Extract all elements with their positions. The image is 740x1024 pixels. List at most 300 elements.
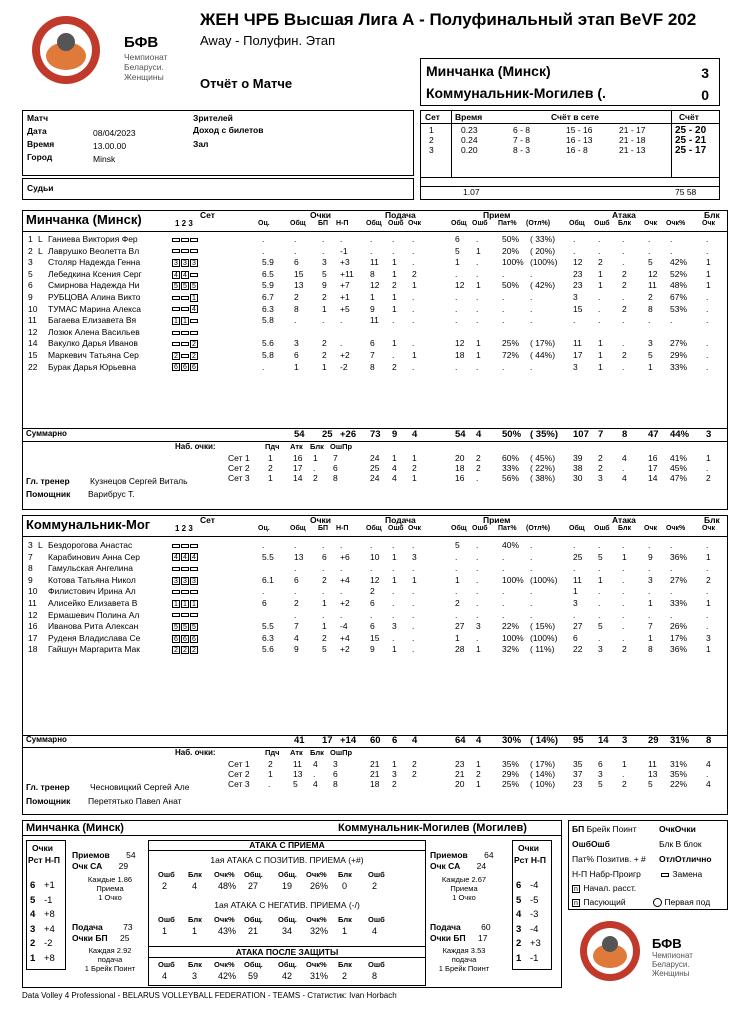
stat-wl: . (340, 586, 343, 597)
stat-tot: 6 (294, 257, 299, 268)
att-val: 4 (192, 881, 198, 891)
nab-rec: 2 (476, 463, 481, 473)
stat-bk: 1 (706, 268, 711, 279)
stat-re: . (476, 632, 479, 643)
stat-sp: . (412, 632, 415, 643)
t1-rec-block: Приемов 54 Очк СА 29 (72, 850, 136, 871)
stat-ab: . (622, 598, 625, 608)
nab-att: 23 (573, 779, 583, 789)
set-partial: 8 - 3 (513, 145, 531, 155)
nab-rec: 56% (502, 473, 520, 483)
nab-val: 14 (293, 473, 303, 483)
position-box (172, 249, 180, 253)
nab-att: 37 (573, 769, 583, 779)
att-head: Ошб (158, 915, 175, 924)
set-time: 0.24 (461, 135, 478, 145)
stat-ab: . (622, 574, 625, 585)
stat-re: . (476, 586, 479, 597)
att-val: 1 (162, 926, 168, 936)
player-name: Котова Татьяна Никол (48, 574, 136, 585)
stat-bk: . (706, 338, 709, 349)
team2-assist: Перетятько Павел Анат (88, 796, 182, 806)
stat-ap: 1 (648, 632, 653, 643)
stat-at: . (573, 234, 576, 244)
col-head: Блк (618, 525, 631, 532)
stat-rx: . (530, 540, 533, 550)
stat-re: . (476, 303, 479, 314)
stat-at: 11 (573, 574, 582, 585)
stat-rx: ( 44%) (530, 350, 556, 360)
nab-att: 2 (706, 473, 711, 483)
stat-wl: +4 (340, 574, 350, 585)
logo-subtitle-bottom: Чемпионат Беларуси. Женщины (652, 951, 693, 978)
nab-att: 2 (622, 779, 627, 789)
stat-v: 5.9 (262, 280, 274, 291)
player-number: 2 (28, 245, 33, 256)
player-name: Смирнова Надежда Ни (48, 280, 140, 291)
referees-label: Судьи (27, 183, 54, 193)
stat-ab: . (622, 621, 625, 632)
nab-rec: 1 (476, 759, 481, 769)
stat-re: 1 (476, 245, 481, 256)
match-info (22, 110, 414, 176)
stat-re: 1 (476, 338, 481, 349)
stat-se: . (392, 609, 395, 620)
stat-bk: . (706, 245, 709, 256)
stat-ae: . (598, 315, 601, 326)
stat-rx: . (530, 315, 533, 326)
nab-att: 3 (598, 473, 603, 483)
stat-wl: +2 (340, 644, 350, 655)
stat-re: 1 (476, 644, 481, 655)
set-positions (172, 633, 199, 643)
position-box: 2 (172, 646, 180, 654)
att-val: 1 (192, 926, 198, 936)
nab-serve: 1 (412, 473, 417, 483)
col-head: Очк (408, 220, 422, 227)
position-box: 4 (181, 553, 189, 561)
stat-sp: . (412, 586, 415, 597)
stat-apc: . (670, 586, 673, 597)
stat-se: 1 (392, 551, 397, 562)
t1-rot-label: Очки (32, 843, 54, 853)
stat-bk: 1 (706, 257, 711, 268)
col-points: Очки (310, 515, 332, 525)
stat-rp: . (502, 586, 505, 597)
stat-re: 1 (476, 280, 481, 291)
set-positions (172, 362, 199, 372)
team1-assist-label: Помощник (26, 489, 71, 499)
stat-ae: 5 (598, 621, 603, 632)
rot-pos: 4 (516, 909, 522, 920)
stat-apc: . (670, 563, 673, 574)
stat-st: 1 (370, 292, 375, 302)
stat-bp: 2 (322, 574, 327, 585)
player-number: 15 (28, 350, 38, 360)
position-box: 3 (172, 577, 180, 585)
nab-val: 1 (268, 453, 273, 463)
rot-pos: 6 (516, 880, 522, 891)
stat-ae: 1 (598, 574, 603, 585)
stat-bk: 1 (706, 551, 711, 562)
stat-st: . (370, 234, 373, 244)
stat-ae: 1 (598, 338, 603, 349)
stat-rt: 27 (455, 621, 465, 632)
stat-wl: +2 (340, 350, 350, 360)
stat-v: 6.3 (262, 303, 274, 314)
stat-tot: . (294, 234, 297, 244)
nab-serve: 4 (392, 463, 397, 473)
stat-wl: -4 (340, 621, 348, 632)
att-head: Очк% (214, 870, 235, 879)
col-head: Общ (366, 525, 382, 532)
nab-serve: 18 (370, 779, 380, 789)
time-label: Время (27, 139, 55, 149)
stat-ab: . (622, 586, 625, 597)
position-box: 6 (172, 635, 180, 643)
stat-bk: 1 (706, 280, 711, 291)
stat-ae: 1 (598, 280, 603, 291)
att-val: 26% (310, 881, 329, 891)
position-box (172, 544, 180, 548)
stat-rx: (100%) (530, 574, 558, 585)
legend-blk: Блк В блок (659, 839, 702, 849)
att-head: Блк (188, 915, 202, 924)
legend-np: Н-П Набр-Проигр (572, 869, 641, 879)
team1-coach: Кузнецов Сергей Виталь (90, 476, 188, 486)
att-head: Очк% (306, 915, 327, 924)
stat-rp: 25% (502, 338, 520, 349)
stat-se: . (392, 632, 395, 643)
stat-se: 1 (392, 268, 397, 279)
att-val: 0 (342, 881, 348, 891)
stat-ab: . (622, 632, 625, 643)
stat-rt: . (455, 609, 458, 620)
nab-rec: ( 45%) (530, 453, 556, 463)
stat-ap: 5 (648, 350, 653, 360)
stat-apc: . (670, 609, 673, 620)
position-box (190, 238, 198, 242)
stat-se: 1 (392, 574, 397, 585)
position-box: 4 (181, 271, 189, 279)
player-number: 8 (28, 563, 33, 574)
sum-sp: 4 (412, 429, 418, 440)
sum-rp: 30% (502, 735, 522, 746)
nab-set: Сет 1 (228, 453, 250, 463)
stat-rx: ( 42%) (530, 280, 556, 291)
stat-rt: 1 (455, 574, 460, 585)
nab-label: Наб. очки: (175, 442, 216, 451)
position-box (172, 590, 180, 594)
position-box: 2 (190, 646, 198, 654)
stat-bp: 2 (322, 292, 327, 302)
t1-rot-head: Рст Н-П (28, 855, 60, 865)
t2-rot-head: Рст Н-П (514, 855, 546, 865)
player-name: Гамульская Ангелина (48, 563, 133, 574)
set-total: 25 - 20 (675, 125, 707, 136)
stat-apc: 27% (670, 338, 688, 349)
stat-bp: 1 (322, 361, 327, 372)
rot-pos: 3 (30, 923, 36, 935)
nab-serve: 2 (412, 769, 417, 779)
att-val: 2 (342, 971, 348, 981)
sum-ae: 14 (598, 735, 609, 746)
player-name: Руденя Владислава Се (48, 632, 141, 643)
col-head: Ошб (472, 525, 488, 532)
sum-st: 60 (370, 735, 381, 746)
stat-apc: . (670, 540, 673, 550)
position-box: 5 (172, 623, 180, 631)
player-number: 12 (28, 609, 38, 620)
col-attack: Атака (612, 210, 636, 220)
stat-bk: . (706, 621, 709, 632)
nab-att: 1 (706, 453, 711, 463)
stat-tot: 1 (294, 361, 299, 372)
stat-se: 1 (392, 303, 397, 314)
stat-sp: . (412, 245, 415, 256)
stat-bp: 5 (322, 644, 327, 655)
player-number: 7 (28, 551, 33, 562)
stat-bp: . (322, 315, 325, 326)
stat-ab: 2 (622, 280, 627, 291)
position-box (181, 544, 189, 548)
position-box (172, 307, 180, 311)
stat-tot: 4 (294, 632, 299, 643)
bottom-team1: Минчанка (Минск) (26, 822, 124, 834)
stat-at: . (573, 245, 576, 256)
col-head: Пат% (498, 525, 517, 532)
player-name: Багаева Елизавета Вя (48, 315, 137, 326)
stat-rt: . (455, 292, 458, 302)
position-box: 6 (190, 635, 198, 643)
stat-bk: . (706, 540, 709, 550)
stat-rp: . (502, 292, 505, 302)
nab-val: 4 (313, 759, 318, 769)
stat-wl: +3 (340, 257, 350, 268)
col-head: Общ (451, 525, 467, 532)
stat-apc: 42% (670, 257, 688, 268)
col-head: Общ (290, 525, 306, 532)
stat-rp: 100% (502, 257, 524, 268)
stat-at: 3 (573, 361, 578, 372)
city-label: Город (27, 152, 53, 162)
stat-at: 15 (573, 303, 583, 314)
sum-rx: ( 35%) (530, 429, 558, 440)
sets-h-total: Счёт (679, 112, 699, 122)
nab-rec: 21 (455, 769, 465, 779)
stat-at: . (573, 540, 576, 550)
nab-val: 2 (313, 473, 318, 483)
sum-ab: 8 (622, 429, 628, 440)
stat-rx: ( 11%) (530, 644, 555, 655)
stat-rx: . (530, 609, 533, 620)
nab-head: Пдч (265, 748, 280, 757)
stat-ap: 12 (648, 268, 658, 279)
col-points: Очки (310, 210, 332, 220)
att-head: Блк (338, 870, 352, 879)
legend-first: Первая под (653, 897, 710, 907)
set-partial: 16 - 8 (566, 145, 588, 155)
stat-bp: 2 (322, 350, 327, 360)
stat-ae: 5 (598, 551, 603, 562)
stat-se: . (392, 350, 395, 360)
player-name: ТУМАС Марина Алекса (48, 303, 141, 314)
stat-wl: +5 (340, 303, 350, 314)
col-head: Очк (702, 525, 716, 532)
stat-rp: . (502, 609, 505, 620)
stat-ae: . (598, 303, 601, 314)
player-name: Ганиева Виктория Фер (48, 234, 138, 244)
att-head: Общ. (244, 870, 263, 879)
stat-v: . (262, 245, 265, 256)
stat-bk: . (706, 234, 709, 244)
stat-wl: . (340, 540, 343, 550)
stat-st: . (370, 609, 373, 620)
libero-mark: L (38, 245, 43, 256)
col-head: Оц. (258, 525, 270, 532)
set-positions (172, 234, 199, 244)
set-positions (172, 257, 199, 267)
player-number: 9 (28, 574, 33, 585)
nab-head: ОшПр (330, 748, 353, 757)
nab-rec: 2 (476, 769, 481, 779)
stat-bk: . (706, 586, 709, 597)
stat-at: 25 (573, 551, 583, 562)
position-box (190, 273, 198, 277)
sets-h-set: Сет (425, 112, 440, 122)
page-subtitle: Away - Полуфин. Этап (200, 33, 336, 48)
stat-se: 1 (392, 292, 397, 302)
player-name: РУБЦОВА Алина Викто (48, 292, 141, 302)
stat-bk: . (706, 303, 709, 314)
stat-rx: (100%) (530, 632, 558, 643)
set-total: 25 - 21 (675, 135, 707, 146)
stat-st: 8 (370, 361, 375, 372)
col-head: (Отл%) (526, 220, 551, 227)
nab-att: 4 (706, 779, 711, 789)
stat-wl: -1 (340, 245, 348, 256)
stat-rp: 32% (502, 644, 520, 655)
stat-at: . (573, 563, 576, 574)
stat-re: 3 (476, 621, 481, 632)
nab-att: 45% (670, 463, 688, 473)
nab-rec: ( 17%) (530, 759, 556, 769)
player-number: 11 (28, 598, 37, 608)
stat-rx: . (530, 563, 533, 574)
set-partial: 21 - 13 (619, 145, 646, 155)
stat-rt: 12 (455, 338, 465, 349)
stat-v: 6.5 (262, 268, 274, 279)
rot-pos: 2 (516, 938, 522, 949)
att-title: АТАКА С ПРИЕМА (148, 840, 426, 851)
player-name: Гайшун Маргарита Мак (48, 644, 140, 655)
stat-v: 5.6 (262, 644, 274, 655)
nab-serve: 24 (370, 453, 380, 463)
pos-title: 1ая АТАКА С ПОЗИТИВ. ПРИЕМА (+#) (210, 855, 364, 865)
nab-rec: 60% (502, 453, 520, 463)
rot-val: +8 (44, 909, 55, 920)
set-positions (172, 586, 199, 596)
sets-h-time: Время (455, 112, 483, 122)
stat-bk: . (706, 350, 709, 360)
sum-bp: 25 (322, 429, 333, 440)
stat-sp: 2 (412, 268, 417, 279)
stat-ap: . (648, 609, 651, 620)
stat-ab: . (622, 245, 625, 256)
position-box: 5 (190, 623, 198, 631)
libero-mark: L (38, 234, 43, 244)
nab-val: 8 (333, 779, 338, 789)
col-reception: Прием (483, 210, 511, 220)
player-name: Бездорогова Анастас (48, 540, 133, 550)
player-name: Ермашевич Полина Ал (48, 609, 140, 620)
set-positions (172, 563, 199, 573)
nab-val: 6 (333, 769, 338, 779)
stat-rt: 2 (455, 598, 460, 608)
stat-wl: +11 (340, 268, 354, 279)
nab-rec: 35% (502, 759, 520, 769)
stat-v: . (262, 361, 265, 372)
stat-v: 5.8 (262, 315, 274, 326)
nab-rec: 16 (455, 473, 465, 483)
att-val: 42% (218, 971, 237, 981)
nab-rec: 1 (476, 779, 481, 789)
stat-at: 17 (573, 350, 583, 360)
rot-val: -4 (530, 880, 539, 891)
att-head: Блк (338, 960, 352, 969)
sum-tot: 54 (294, 429, 305, 440)
nab-rec: 23 (455, 759, 465, 769)
position-box: 4 (190, 553, 198, 561)
set-positions (172, 304, 199, 314)
att-head: Ошб (368, 960, 385, 969)
nab-att: . (706, 463, 709, 473)
stat-rp: 50% (502, 280, 520, 291)
nab-val: 17 (293, 463, 303, 473)
score-box (420, 58, 720, 106)
stat-re: . (476, 598, 479, 608)
stat-bk: 3 (706, 632, 711, 643)
stat-re: . (476, 361, 479, 372)
col-head: Общ (290, 220, 306, 227)
sum-ae: 7 (598, 429, 604, 440)
sets-sum-total: 75 58 (675, 187, 697, 197)
stat-sp: . (412, 621, 415, 632)
player-number: 12 (28, 326, 38, 337)
col-head: Очк% (666, 525, 686, 532)
nab-rec: ( 10%) (530, 779, 556, 789)
position-box: 3 (190, 577, 198, 585)
stat-re: . (476, 268, 479, 279)
federation-logo (30, 12, 120, 90)
att-val: 4 (372, 926, 378, 936)
legend-serving: n Пасующий (572, 897, 626, 907)
stat-st: 9 (370, 644, 375, 655)
att-head: Блк (188, 870, 202, 879)
stat-rt: 12 (455, 280, 465, 291)
set-positions (172, 338, 199, 348)
rot-val: +4 (44, 923, 55, 935)
player-number: 16 (28, 621, 38, 632)
nab-serve: 2 (412, 463, 417, 473)
position-box (181, 249, 189, 253)
stat-v: 6.3 (262, 632, 274, 643)
position-box: 2 (190, 340, 198, 348)
stat-rx: ( 17%) (530, 338, 556, 349)
nab-val: 4 (313, 779, 318, 789)
stat-bk: 2 (706, 574, 711, 585)
stat-ap: . (648, 563, 651, 574)
